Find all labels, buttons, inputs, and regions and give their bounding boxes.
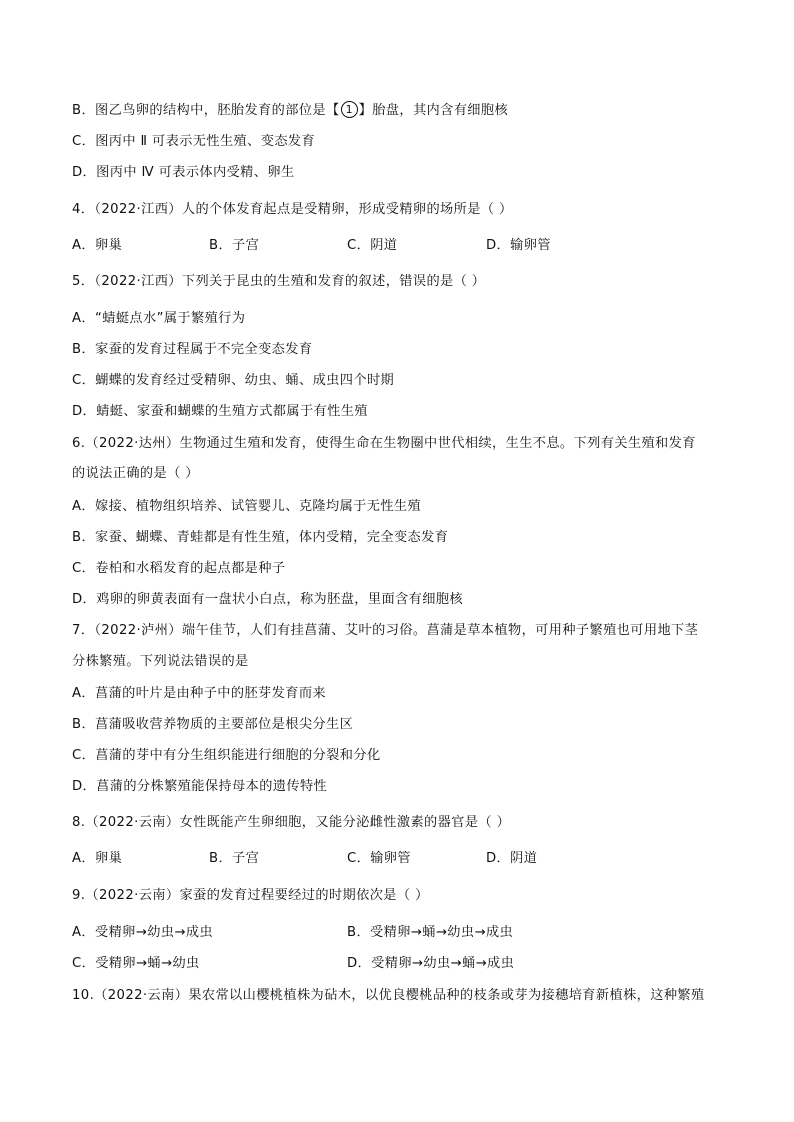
q9-option-a: A．受精卵→幼虫→成虫 <box>72 925 214 940</box>
q8-stem: 8.（2022·云南）女性既能产生卵细胞，又能分泌雌性激素的器官是（ ） <box>72 815 511 830</box>
q8-option-a: A．卵巢 <box>72 851 123 866</box>
q5-option-a: A．“蜻蜓点水”属于繁殖行为 <box>72 311 246 326</box>
q7-stem-line1: 7．（2022·泸州）端午佳节，人们有挂菖蒲、艾叶的习俗。菖蒲是草本植物，可用种子繁殖也可用地下茎 <box>72 623 699 638</box>
q4-option-b: B．子宫 <box>209 238 260 253</box>
q3-option-d: D．图丙中 Ⅳ 可表示体内受精、卵生 <box>72 165 295 180</box>
circled-number: 1 <box>341 101 358 118</box>
q7-option-c: C．菖蒲的芽中有分生组织能进行细胞的分裂和分化 <box>72 748 381 763</box>
q6-stem-line2: 的说法正确的是（ ） <box>72 466 199 481</box>
q5-option-c: C．蝴蝶的发育经过受精卵、幼虫、蛹、成虫四个时期 <box>72 373 395 388</box>
q7-option-a: A．菖蒲的叶片是由种子中的胚芽发育而来 <box>72 686 326 701</box>
q5-option-d: D．蜻蜓、家蚕和蝴蝶的生殖方式都属于有性生殖 <box>72 404 368 419</box>
q4-stem: 4．（2022·江西）人的个体发育起点是受精卵，形成受精卵的场所是（ ） <box>72 202 513 217</box>
q6-option-a: A．嫁接、植物组织培养、试管婴儿、克隆均属于无性生殖 <box>72 499 422 514</box>
q6-stem-line1: 6.（2022·达州）生物通过生殖和发育，使得生命在生物圈中世代相续，生生不息。下列有关生殖和发育 <box>72 436 696 451</box>
q10-stem-line1: 10.（2022·云南）果农常以山樱桃植株为砧木，以优良樱桃品种的枝条或芽为接穗培育新植株，这种繁殖 <box>72 988 705 1003</box>
q8-option-c: C．输卵管 <box>347 851 411 866</box>
q9-option-d: D．受精卵→幼虫→蛹→成虫 <box>347 956 515 971</box>
q9-option-b: B．受精卵→蛹→幼虫→成虫 <box>347 925 514 940</box>
q4-option-a: A．卵巢 <box>72 238 123 253</box>
q8-option-d: D．阴道 <box>486 851 538 866</box>
q4-option-d: D．输卵管 <box>486 238 551 253</box>
q3-option-c: C．图丙中 Ⅱ 可表示无性生殖、变态发育 <box>72 134 316 149</box>
q6-option-c: C．卷柏和水稻发育的起点都是种子 <box>72 561 286 576</box>
q6-option-d: D．鸡卵的卵黄表面有一盘状小白点，称为胚盘，里面含有细胞核 <box>72 592 464 607</box>
q3-option-b <box>72 101 508 121</box>
q6-option-b: B．家蚕、蝴蝶、青蛙都是有性生殖，体内受精，完全变态发育 <box>72 530 449 545</box>
q5-option-b: B．家蚕的发育过程属于不完全变态发育 <box>72 342 313 357</box>
q3-option-b-text-post: 】胎盘，其内含有细胞核 <box>358 103 509 118</box>
q8-option-b: B．子宫 <box>209 851 260 866</box>
q5-stem: 5．（2022·江西）下列关于昆虫的生殖和发育的叙述，错误的是（ ） <box>72 274 486 289</box>
q9-option-c: C．受精卵→蛹→幼虫 <box>72 956 200 971</box>
q7-option-d: D．菖蒲的分株繁殖能保持母本的遗传特性 <box>72 779 328 794</box>
q7-option-b: B．菖蒲吸收营养物质的主要部位是根尖分生区 <box>72 717 354 732</box>
q3-option-b-text-pre: B．图乙鸟卵的结构中，胚胎发育的部位是【 <box>72 103 340 118</box>
q9-stem: 9.（2022·云南）家蚕的发育过程要经过的时期依次是（ ） <box>72 888 429 903</box>
q4-option-c: C．阴道 <box>347 238 398 253</box>
q7-stem-line2: 分株繁殖。下列说法错误的是 <box>72 654 249 669</box>
